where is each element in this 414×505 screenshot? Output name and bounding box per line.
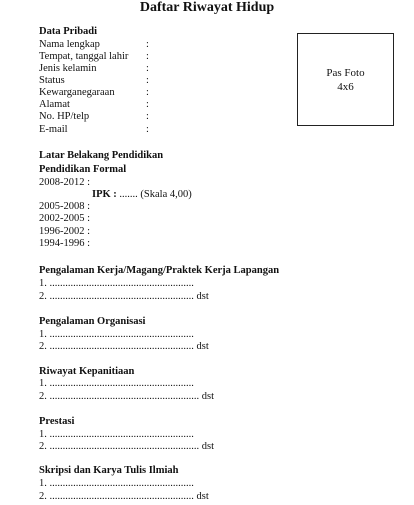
list-item: 2. ....................................................... dst [39, 341, 209, 352]
section-heading-skripsi: Skripsi dan Karya Tulis Ilmiah [39, 465, 179, 476]
field-colon: : [146, 99, 149, 110]
ipk-value: ....... (Skala 4,00) [116, 189, 192, 200]
field-label-hp: No. HP/telp [39, 111, 90, 122]
field-label-status: Status [39, 75, 65, 86]
section-heading-pendidikan: Latar Belakang Pendidikan [39, 150, 164, 161]
field-colon: : [146, 39, 149, 50]
education-period: 1994-1996 : [39, 238, 91, 249]
field-colon: : [146, 51, 149, 62]
section-heading-pengalaman-organisasi: Pengalaman Organisasi [39, 316, 146, 327]
section-heading-prestasi: Prestasi [39, 416, 75, 427]
field-colon: : [146, 75, 149, 86]
education-period: 2002-2005 : [39, 213, 91, 224]
list-item: 1. ....................................................... [39, 429, 194, 440]
education-period: 1996-2002 : [39, 226, 91, 237]
list-item: 2. ....................................................... dst [39, 291, 209, 302]
field-colon: : [146, 87, 149, 98]
section-heading-riwayat-kepanitiaan: Riwayat Kepanitiaan [39, 366, 135, 377]
ipk-label: IPK : [92, 189, 117, 200]
field-colon: : [146, 124, 149, 135]
section-heading-pengalaman-kerja: Pengalaman Kerja/Magang/Praktek Kerja Lapangan [39, 265, 280, 276]
field-label-alamat: Alamat [39, 99, 70, 110]
list-item: 1. ....................................................... [39, 378, 194, 389]
list-item: 2. ......................................................... dst [39, 391, 215, 402]
list-item: 2. ....................................................... dst [39, 491, 209, 502]
list-item: 1. ....................................................... [39, 478, 194, 489]
ipk-line [92, 189, 192, 201]
field-colon: : [146, 63, 149, 74]
field-label-jenis-kelamin: Jenis kelamin [39, 63, 97, 74]
education-period: 2008-2012 : [39, 177, 91, 188]
field-colon: : [146, 111, 149, 122]
field-label-nama: Nama lengkap [39, 39, 100, 50]
field-label-ttl: Tempat, tanggal lahir [39, 51, 129, 62]
photo-size-label: 4x6 [337, 80, 354, 93]
field-label-email: E-mail [39, 124, 68, 135]
list-item: 1. ....................................................... [39, 329, 194, 340]
list-item: 2. ......................................................... dst [39, 441, 215, 452]
document-title: Daftar Riwayat Hidup [139, 0, 275, 15]
list-item: 1. ....................................................... [39, 278, 194, 289]
subheading-pendidikan-formal: Pendidikan Formal [39, 164, 127, 175]
section-heading-data-pribadi: Data Pribadi [39, 26, 98, 37]
photo-label: Pas Foto [326, 66, 365, 79]
field-label-kewarganegaraan: Kewarganegaraan [39, 87, 115, 98]
education-period: 2005-2008 : [39, 201, 91, 212]
photo-placeholder [297, 33, 394, 126]
